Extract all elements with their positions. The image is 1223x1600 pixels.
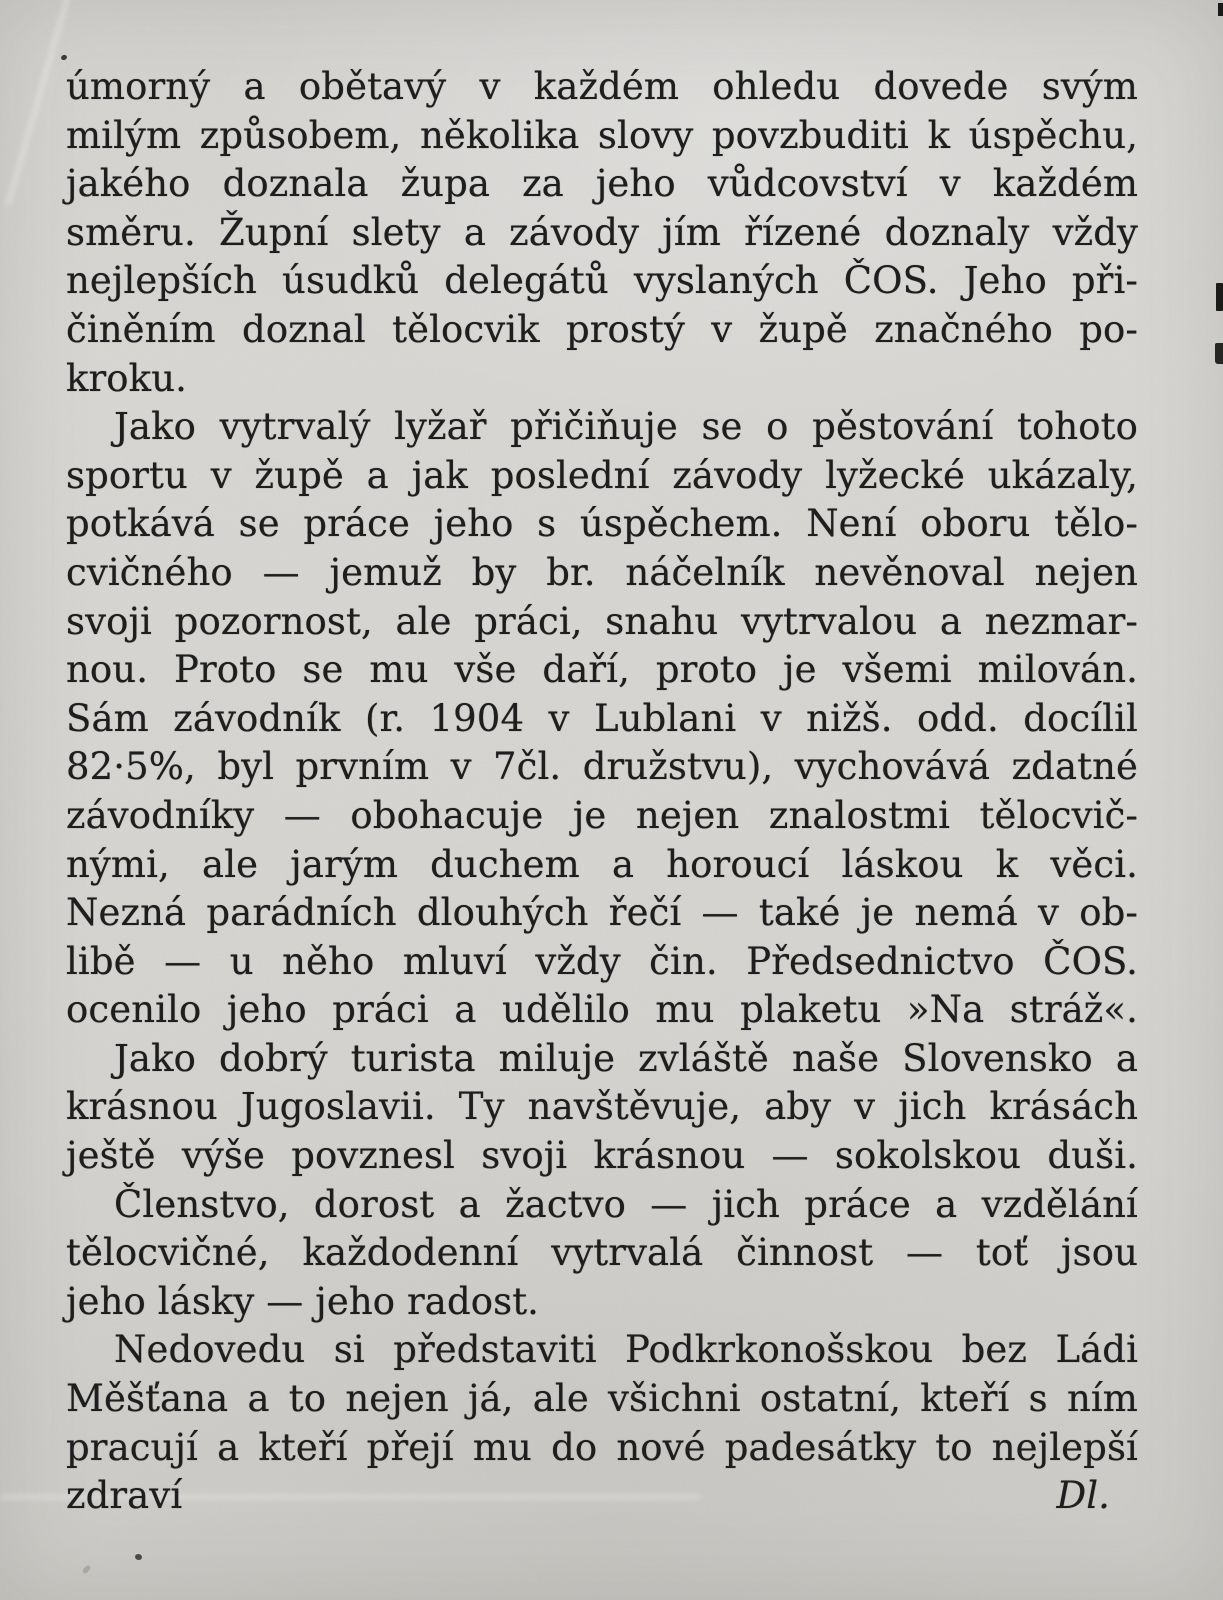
paper-crease <box>6 0 72 206</box>
text-line: jakého doznala župa za jeho vůdcovství v každém <box>66 162 1138 206</box>
text-line: potkává se práce jeho s úspěchem. Není oboru tělo- <box>66 502 1138 546</box>
author-signature: Dl. <box>1056 1474 1110 1518</box>
text-line: jeho lásky — jeho radost. <box>66 1279 540 1323</box>
text-line: milým způsobem, několika slovy povzbuditi k úspěchu, <box>66 113 1138 157</box>
text-line: svoji pozornost, ale práci, snahu vytrvalou a nezmar- <box>66 599 1138 643</box>
text-line: směru. Župní slety a závody jím řízené doznaly vždy <box>66 210 1138 254</box>
text-line: Členstvo, dorost a žactvo — jich práce a vzdělání <box>114 1182 1138 1226</box>
page-edge-bleed-mark <box>1218 3 1223 16</box>
closing-line <box>66 1472 1138 1521</box>
text-line: Jako vytrvalý lyžař přičiňuje se o pěstování tohoto <box>114 405 1138 449</box>
text-line: cvičného — jemuž by br. náčelník nevěnoval nejen <box>66 550 1138 594</box>
text-line: krásnou Jugoslavii. Ty navštěvuje, aby v jich krásách <box>66 1085 1138 1129</box>
closing-word: zdraví <box>66 1474 183 1518</box>
page-edge-bleed-mark <box>1216 283 1223 311</box>
text-line: pracují a kteří přejí mu do nové padesátky to nejlepší <box>66 1425 1138 1469</box>
text-line: tělocvičné, každodenní vytrvalá činnost — toť jsou <box>66 1231 1138 1275</box>
body-text-column <box>66 63 1138 1521</box>
ink-speck <box>134 1553 142 1561</box>
text-line: Sám závodník (r. 1904 v Lublani v nižš. odd. docílil <box>66 696 1138 740</box>
text-line: závodníky — obohacuje je nejen znalostmi tělocvič- <box>66 793 1138 837</box>
text-line: nejlepších úsudků delegátů vyslaných ČOS. Jeho při- <box>66 259 1138 303</box>
text-line: 82·5%, byl prvním v 7čl. družstvu), vychovává zdatné <box>66 745 1138 789</box>
text-line: činěním doznal tělocvik prostý v župě značného po- <box>66 307 1138 351</box>
ink-speck <box>82 1564 92 1574</box>
text-line: Nedovedu si představiti Podkrkonošskou bez Ládi <box>114 1328 1138 1372</box>
text-line: Měšťana a to nejen já, ale všichni ostatní, kteří s ním <box>66 1377 1138 1421</box>
page-edge-bleed-mark <box>1215 343 1223 364</box>
text-line: kroku. <box>66 356 187 400</box>
text-line: nou. Proto se mu vše daří, proto je všemi milován. <box>66 648 1138 692</box>
text-line: sportu v župě a jak poslední závody lyžecké ukázaly, <box>66 453 1138 497</box>
text-line: Nezná parádních dlouhých řečí — také je nemá v ob- <box>66 891 1138 935</box>
text-line: libě — u něho mluví vždy čin. Předsednictvo ČOS. <box>66 939 1138 983</box>
text-line: ocenilo jeho práci a udělilo mu plaketu »Na stráž«. <box>66 988 1138 1032</box>
ink-speck <box>60 54 67 61</box>
text-line: nými, ale jarým duchem a horoucí láskou k věci. <box>66 842 1138 886</box>
text-line: ještě výše povznesl svoji krásnou — sokolskou duši. <box>66 1134 1138 1178</box>
text-line: Jako dobrý turista miluje zvláště naše Slovensko a <box>114 1036 1138 1080</box>
text-line: úmorný a obětavý v každém ohledu dovede svým <box>66 65 1138 108</box>
